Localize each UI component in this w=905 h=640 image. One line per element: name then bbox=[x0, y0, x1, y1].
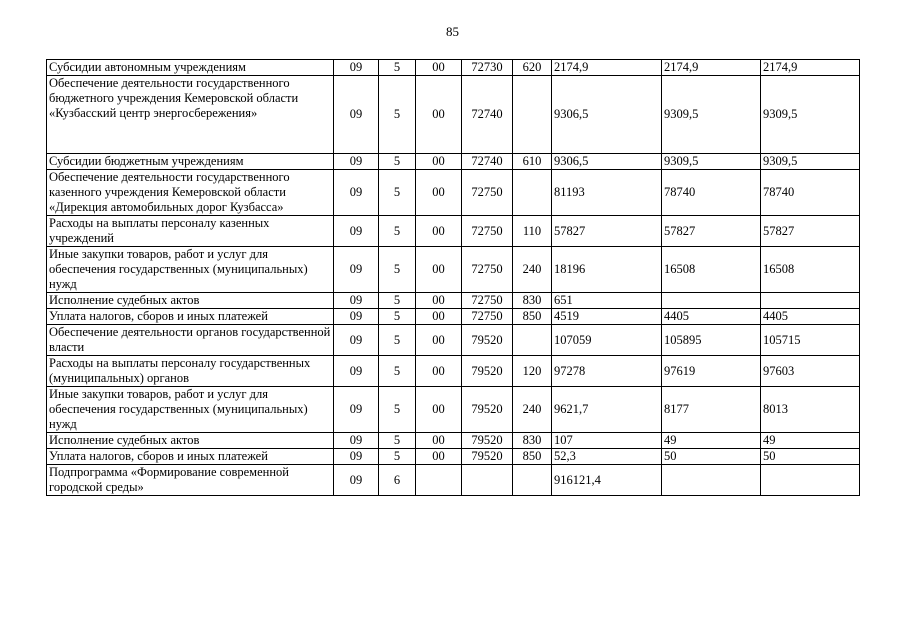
row-name-cell: Расходы на выплаты персоналу государственных (муниципальных) органов bbox=[47, 356, 334, 387]
direction-cell: 79520 bbox=[462, 325, 513, 356]
subsection-cell: 5 bbox=[379, 293, 416, 309]
direction-cell: 79520 bbox=[462, 356, 513, 387]
subsection-cell: 5 bbox=[379, 356, 416, 387]
subsection-cell: 5 bbox=[379, 170, 416, 216]
year1-value-cell: 9306,5 bbox=[552, 154, 662, 170]
year2-value-cell: 9309,5 bbox=[662, 76, 761, 154]
year1-value-cell: 651 bbox=[552, 293, 662, 309]
expense-type-cell: 830 bbox=[513, 433, 552, 449]
year3-value-cell bbox=[761, 465, 860, 496]
year3-value-cell: 16508 bbox=[761, 247, 860, 293]
expense-type-cell: 830 bbox=[513, 293, 552, 309]
year3-value-cell: 49 bbox=[761, 433, 860, 449]
program-cell: 00 bbox=[416, 60, 462, 76]
year1-value-cell: 18196 bbox=[552, 247, 662, 293]
subsection-cell: 5 bbox=[379, 216, 416, 247]
row-name-cell: Иные закупки товаров, работ и услуг для обеспечения государственных (муниципальных) нужд bbox=[47, 247, 334, 293]
year1-value-cell: 107059 bbox=[552, 325, 662, 356]
expense-type-cell: 850 bbox=[513, 449, 552, 465]
subsection-cell: 6 bbox=[379, 465, 416, 496]
year1-value-cell: 4519 bbox=[552, 309, 662, 325]
program-cell: 00 bbox=[416, 387, 462, 433]
direction-cell: 79520 bbox=[462, 449, 513, 465]
section-cell: 09 bbox=[334, 76, 379, 154]
program-cell: 00 bbox=[416, 216, 462, 247]
year3-value-cell: 50 bbox=[761, 449, 860, 465]
direction-cell: 72750 bbox=[462, 247, 513, 293]
year1-value-cell: 9306,5 bbox=[552, 76, 662, 154]
expense-type-cell: 620 bbox=[513, 60, 552, 76]
table-row bbox=[47, 247, 860, 293]
section-cell: 09 bbox=[334, 247, 379, 293]
direction-cell: 72730 bbox=[462, 60, 513, 76]
expense-type-cell: 610 bbox=[513, 154, 552, 170]
direction-cell: 72750 bbox=[462, 216, 513, 247]
direction-cell: 72750 bbox=[462, 170, 513, 216]
subsection-cell: 5 bbox=[379, 387, 416, 433]
program-cell: 00 bbox=[416, 433, 462, 449]
year1-value-cell: 2174,9 bbox=[552, 60, 662, 76]
year1-value-cell: 57827 bbox=[552, 216, 662, 247]
section-cell: 09 bbox=[334, 449, 379, 465]
year1-value-cell: 81193 bbox=[552, 170, 662, 216]
program-cell: 00 bbox=[416, 356, 462, 387]
row-name-cell: Обеспечение деятельности государственного бюджетного учреждения Кемеровской области «Кузбасский центр энергосбережения» bbox=[47, 76, 334, 154]
table-row bbox=[47, 356, 860, 387]
section-cell: 09 bbox=[334, 433, 379, 449]
row-name-cell: Уплата налогов, сборов и иных платежей bbox=[47, 449, 334, 465]
subsection-cell: 5 bbox=[379, 247, 416, 293]
expense-type-cell: 120 bbox=[513, 356, 552, 387]
year3-value-cell: 8013 bbox=[761, 387, 860, 433]
year3-value-cell bbox=[761, 293, 860, 309]
row-name-cell: Обеспечение деятельности государственного казенного учреждения Кемеровской области «Дирекция автомобильных дорог Кузбасса» bbox=[47, 170, 334, 216]
year1-value-cell: 9621,7 bbox=[552, 387, 662, 433]
subsection-cell: 5 bbox=[379, 154, 416, 170]
page-number: 85 bbox=[446, 24, 459, 39]
program-cell: 00 bbox=[416, 309, 462, 325]
direction-cell: 79520 bbox=[462, 433, 513, 449]
year3-value-cell: 78740 bbox=[761, 170, 860, 216]
table-row bbox=[47, 154, 860, 170]
subsection-cell: 5 bbox=[379, 325, 416, 356]
year1-value-cell: 52,3 bbox=[552, 449, 662, 465]
table-row bbox=[47, 449, 860, 465]
direction-cell: 79520 bbox=[462, 387, 513, 433]
row-name-cell: Субсидии автономным учреждениям bbox=[47, 60, 334, 76]
direction-cell: 72750 bbox=[462, 293, 513, 309]
table-row bbox=[47, 465, 860, 496]
year1-value-cell: 916121,4 bbox=[552, 465, 662, 496]
subsection-cell: 5 bbox=[379, 60, 416, 76]
section-cell: 09 bbox=[334, 170, 379, 216]
year2-value-cell: 49 bbox=[662, 433, 761, 449]
program-cell: 00 bbox=[416, 293, 462, 309]
expense-type-cell: 850 bbox=[513, 309, 552, 325]
direction-cell: 72740 bbox=[462, 76, 513, 154]
table-row bbox=[47, 170, 860, 216]
expense-type-cell: 240 bbox=[513, 387, 552, 433]
row-name-cell: Обеспечение деятельности органов государственной власти bbox=[47, 325, 334, 356]
section-cell: 09 bbox=[334, 387, 379, 433]
year2-value-cell bbox=[662, 465, 761, 496]
program-cell: 00 bbox=[416, 325, 462, 356]
year3-value-cell: 9309,5 bbox=[761, 76, 860, 154]
section-cell: 09 bbox=[334, 356, 379, 387]
table-row bbox=[47, 309, 860, 325]
expense-type-cell bbox=[513, 76, 552, 154]
table-row bbox=[47, 76, 860, 154]
table-row bbox=[47, 433, 860, 449]
section-cell: 09 bbox=[334, 154, 379, 170]
year2-value-cell: 97619 bbox=[662, 356, 761, 387]
subsection-cell: 5 bbox=[379, 449, 416, 465]
year2-value-cell: 57827 bbox=[662, 216, 761, 247]
year3-value-cell: 57827 bbox=[761, 216, 860, 247]
direction-cell: 72740 bbox=[462, 154, 513, 170]
subsection-cell: 5 bbox=[379, 309, 416, 325]
program-cell bbox=[416, 465, 462, 496]
subsection-cell: 5 bbox=[379, 433, 416, 449]
direction-cell bbox=[462, 465, 513, 496]
expense-type-cell bbox=[513, 325, 552, 356]
year2-value-cell bbox=[662, 293, 761, 309]
table-row bbox=[47, 216, 860, 247]
year3-value-cell: 4405 bbox=[761, 309, 860, 325]
table-row bbox=[47, 325, 860, 356]
section-cell: 09 bbox=[334, 60, 379, 76]
year3-value-cell: 97603 bbox=[761, 356, 860, 387]
direction-cell: 72750 bbox=[462, 309, 513, 325]
row-name-cell: Исполнение судебных актов bbox=[47, 293, 334, 309]
section-cell: 09 bbox=[334, 465, 379, 496]
row-name-cell: Уплата налогов, сборов и иных платежей bbox=[47, 309, 334, 325]
expense-type-cell bbox=[513, 170, 552, 216]
program-cell: 00 bbox=[416, 154, 462, 170]
program-cell: 00 bbox=[416, 76, 462, 154]
program-cell: 00 bbox=[416, 247, 462, 293]
section-cell: 09 bbox=[334, 216, 379, 247]
section-cell: 09 bbox=[334, 293, 379, 309]
table-row bbox=[47, 293, 860, 309]
year2-value-cell: 105895 bbox=[662, 325, 761, 356]
year2-value-cell: 4405 bbox=[662, 309, 761, 325]
expense-type-cell: 110 bbox=[513, 216, 552, 247]
year2-value-cell: 2174,9 bbox=[662, 60, 761, 76]
row-name-cell: Исполнение судебных актов bbox=[47, 433, 334, 449]
expense-type-cell bbox=[513, 465, 552, 496]
year1-value-cell: 97278 bbox=[552, 356, 662, 387]
year2-value-cell: 9309,5 bbox=[662, 154, 761, 170]
subsection-cell: 5 bbox=[379, 76, 416, 154]
program-cell: 00 bbox=[416, 449, 462, 465]
expense-type-cell: 240 bbox=[513, 247, 552, 293]
row-name-cell: Субсидии бюджетным учреждениям bbox=[47, 154, 334, 170]
budget-table bbox=[46, 59, 860, 496]
year2-value-cell: 50 bbox=[662, 449, 761, 465]
year3-value-cell: 9309,5 bbox=[761, 154, 860, 170]
row-name-cell: Расходы на выплаты персоналу казенных учреждений bbox=[47, 216, 334, 247]
year1-value-cell: 107 bbox=[552, 433, 662, 449]
year3-value-cell: 105715 bbox=[761, 325, 860, 356]
row-name-cell: Иные закупки товаров, работ и услуг для обеспечения государственных (муниципальных) нужд bbox=[47, 387, 334, 433]
row-name-cell: Подпрограмма «Формирование современной городской среды» bbox=[47, 465, 334, 496]
section-cell: 09 bbox=[334, 325, 379, 356]
year2-value-cell: 78740 bbox=[662, 170, 761, 216]
table-row bbox=[47, 387, 860, 433]
year3-value-cell: 2174,9 bbox=[761, 60, 860, 76]
section-cell: 09 bbox=[334, 309, 379, 325]
year2-value-cell: 8177 bbox=[662, 387, 761, 433]
table-row bbox=[47, 60, 860, 76]
program-cell: 00 bbox=[416, 170, 462, 216]
year2-value-cell: 16508 bbox=[662, 247, 761, 293]
